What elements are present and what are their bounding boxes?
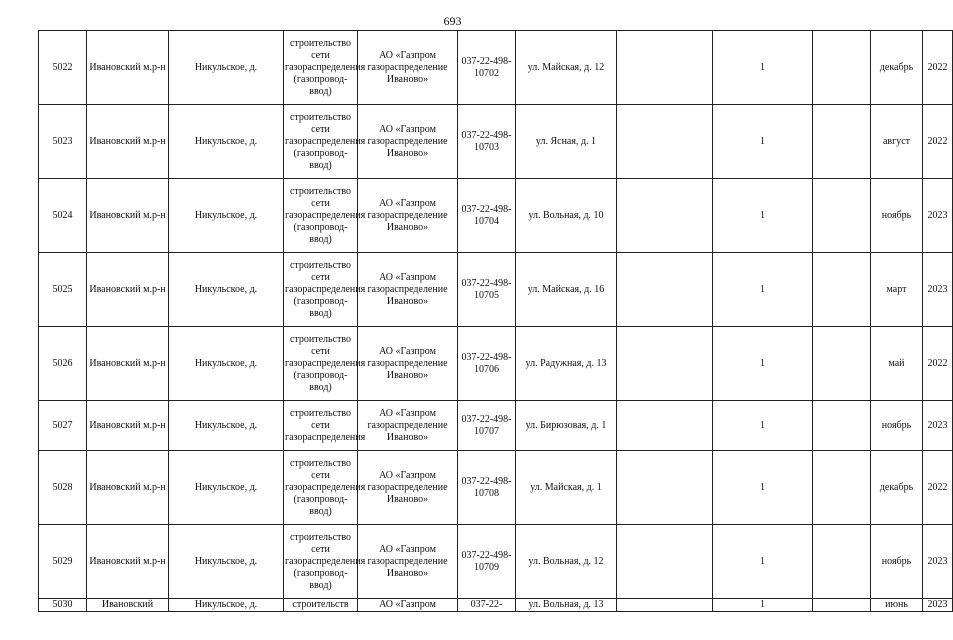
quantity-cell: 1 xyxy=(713,179,813,253)
quantity-cell-text: 1 xyxy=(760,599,765,610)
purpose-cell-text: строительств xyxy=(292,599,349,610)
empty-cell xyxy=(617,31,713,105)
row-number: 5026 xyxy=(39,327,87,401)
table-row xyxy=(39,31,953,105)
district-cell: Ивановский м.р-н xyxy=(87,525,169,599)
object-code-cell: 037-22-498-10704 xyxy=(458,179,516,253)
table-row xyxy=(39,451,953,525)
year-cell: 2022 xyxy=(923,451,953,525)
object-code-cell: 037-22-498-10706 xyxy=(458,327,516,401)
quantity-cell: 1 xyxy=(713,327,813,401)
settlement-cell: Никульское, д. xyxy=(169,105,284,179)
district-cell: Ивановский м.р-н xyxy=(87,105,169,179)
organization-cell: АО «Газпром газораспределение Иваново» xyxy=(358,451,458,525)
settlement-cell: Никульское, д. xyxy=(169,327,284,401)
address-cell: ул. Майская, д. 16 xyxy=(516,253,617,327)
address-cell: ул. Вольная, д. 10 xyxy=(516,179,617,253)
empty-cell xyxy=(813,525,871,599)
empty-cell xyxy=(813,401,871,451)
row-number-text: 5030 xyxy=(52,599,73,610)
empty-cell xyxy=(813,253,871,327)
quantity-cell: 1 xyxy=(713,31,813,105)
district-cell: Ивановский м.р-н xyxy=(87,327,169,401)
organization-cell: АО «Газпром газораспределение Иваново» xyxy=(358,105,458,179)
purpose-cell: строительство сети газораспределения (газопровод-ввод) xyxy=(284,31,358,105)
address-cell: ул. Майская, д. 1 xyxy=(516,451,617,525)
month-cell: ноябрь xyxy=(871,401,923,451)
object-code-cell: 037-22-498-10709 xyxy=(458,525,516,599)
settlement-cell: Никульское, д. xyxy=(169,401,284,451)
district-cell-text: Ивановский xyxy=(101,599,154,610)
purpose-cell: строительство сети газораспределения (газопровод-ввод) xyxy=(284,525,358,599)
empty-cell xyxy=(617,179,713,253)
month-cell: август xyxy=(871,105,923,179)
address-cell: ул. Вольная, д. 12 xyxy=(516,525,617,599)
purpose-cell xyxy=(284,599,358,612)
object-code-cell xyxy=(458,599,516,612)
quantity-cell xyxy=(713,599,813,612)
month-cell: декабрь xyxy=(871,451,923,525)
month-cell-text: июнь xyxy=(885,599,908,610)
empty-cell xyxy=(813,327,871,401)
organization-cell: АО «Газпром газораспределение Иваново» xyxy=(358,253,458,327)
quantity-cell: 1 xyxy=(713,105,813,179)
organization-cell: АО «Газпром газораспределение Иваново» xyxy=(358,327,458,401)
row-number xyxy=(39,599,87,612)
year-cell: 2023 xyxy=(923,179,953,253)
purpose-cell: строительство сети газораспределения (газопровод-ввод) xyxy=(284,451,358,525)
empty-cell xyxy=(813,179,871,253)
empty-cell xyxy=(617,401,713,451)
year-cell: 2022 xyxy=(923,327,953,401)
settlement-cell-text: Никульское, д. xyxy=(194,599,258,610)
settlement-cell: Никульское, д. xyxy=(169,525,284,599)
object-code-cell: 037-22-498-10707 xyxy=(458,401,516,451)
quantity-cell: 1 xyxy=(713,451,813,525)
year-cell xyxy=(923,599,953,612)
district-cell: Ивановский м.р-н xyxy=(87,31,169,105)
year-cell: 2022 xyxy=(923,31,953,105)
registry-table xyxy=(38,30,953,612)
settlement-cell xyxy=(169,599,284,612)
purpose-cell: строительство сети газораспределения (газопровод-ввод) xyxy=(284,105,358,179)
row-number: 5024 xyxy=(39,179,87,253)
purpose-cell: строительство сети газораспределения xyxy=(284,401,358,451)
year-cell: 2023 xyxy=(923,525,953,599)
table-row xyxy=(39,253,953,327)
purpose-cell: строительство сети газораспределения (газопровод-ввод) xyxy=(284,327,358,401)
address-cell: ул. Ясная, д. 1 xyxy=(516,105,617,179)
object-code-cell: 037-22-498-10705 xyxy=(458,253,516,327)
table-row xyxy=(39,179,953,253)
empty-cell xyxy=(617,327,713,401)
table-row xyxy=(39,525,953,599)
month-cell: ноябрь xyxy=(871,179,923,253)
year-cell: 2022 xyxy=(923,105,953,179)
settlement-cell: Никульское, д. xyxy=(169,451,284,525)
month-cell: декабрь xyxy=(871,31,923,105)
settlement-cell: Никульское, д. xyxy=(169,253,284,327)
address-cell: ул. Радужная, д. 13 xyxy=(516,327,617,401)
purpose-cell: строительство сети газораспределения (газопровод-ввод) xyxy=(284,179,358,253)
district-cell xyxy=(87,599,169,612)
district-cell: Ивановский м.р-н xyxy=(87,253,169,327)
month-cell: май xyxy=(871,327,923,401)
year-cell: 2023 xyxy=(923,401,953,451)
month-cell: ноябрь xyxy=(871,525,923,599)
month-cell: март xyxy=(871,253,923,327)
table-row xyxy=(39,105,953,179)
object-code-cell: 037-22-498-10702 xyxy=(458,31,516,105)
empty-cell xyxy=(617,105,713,179)
table-row xyxy=(39,327,953,401)
address-cell-text: ул. Вольная, д. 13 xyxy=(528,599,604,610)
empty-cell xyxy=(617,525,713,599)
quantity-cell: 1 xyxy=(713,401,813,451)
settlement-cell: Никульское, д. xyxy=(169,31,284,105)
organization-cell: АО «Газпром газораспределение Иваново» xyxy=(358,179,458,253)
empty-cell xyxy=(617,253,713,327)
month-cell xyxy=(871,599,923,612)
table-row xyxy=(39,401,953,451)
object-code-cell-text: 037-22- xyxy=(470,599,503,610)
district-cell: Ивановский м.р-н xyxy=(87,179,169,253)
district-cell: Ивановский м.р-н xyxy=(87,451,169,525)
row-number: 5029 xyxy=(39,525,87,599)
row-number: 5022 xyxy=(39,31,87,105)
empty-cell xyxy=(617,451,713,525)
row-number: 5025 xyxy=(39,253,87,327)
empty-cell xyxy=(813,105,871,179)
object-code-cell: 037-22-498-10708 xyxy=(458,451,516,525)
organization-cell: АО «Газпром газораспределение Иваново» xyxy=(358,525,458,599)
row-number: 5023 xyxy=(39,105,87,179)
row-number: 5028 xyxy=(39,451,87,525)
organization-cell xyxy=(358,599,458,612)
quantity-cell: 1 xyxy=(713,253,813,327)
address-cell: ул. Майская, д. 12 xyxy=(516,31,617,105)
row-number: 5027 xyxy=(39,401,87,451)
organization-cell-text: АО «Газпром xyxy=(379,599,436,610)
district-cell: Ивановский м.р-н xyxy=(87,401,169,451)
address-cell: ул. Бирюзовая, д. 1 xyxy=(516,401,617,451)
address-cell xyxy=(516,599,617,612)
year-cell: 2023 xyxy=(923,253,953,327)
quantity-cell: 1 xyxy=(713,525,813,599)
empty-cell xyxy=(617,599,713,612)
settlement-cell: Никульское, д. xyxy=(169,179,284,253)
object-code-cell: 037-22-498-10703 xyxy=(458,105,516,179)
page-number: 693 xyxy=(443,14,462,28)
organization-cell: АО «Газпром газораспределение Иваново» xyxy=(358,31,458,105)
empty-cell xyxy=(813,599,871,612)
empty-cell xyxy=(813,451,871,525)
purpose-cell: строительство сети газораспределения (газопровод-ввод) xyxy=(284,253,358,327)
empty-cell xyxy=(813,31,871,105)
year-cell-text: 2023 xyxy=(927,599,948,610)
organization-cell: АО «Газпром газораспределение Иваново» xyxy=(358,401,458,451)
table-row xyxy=(39,599,953,612)
